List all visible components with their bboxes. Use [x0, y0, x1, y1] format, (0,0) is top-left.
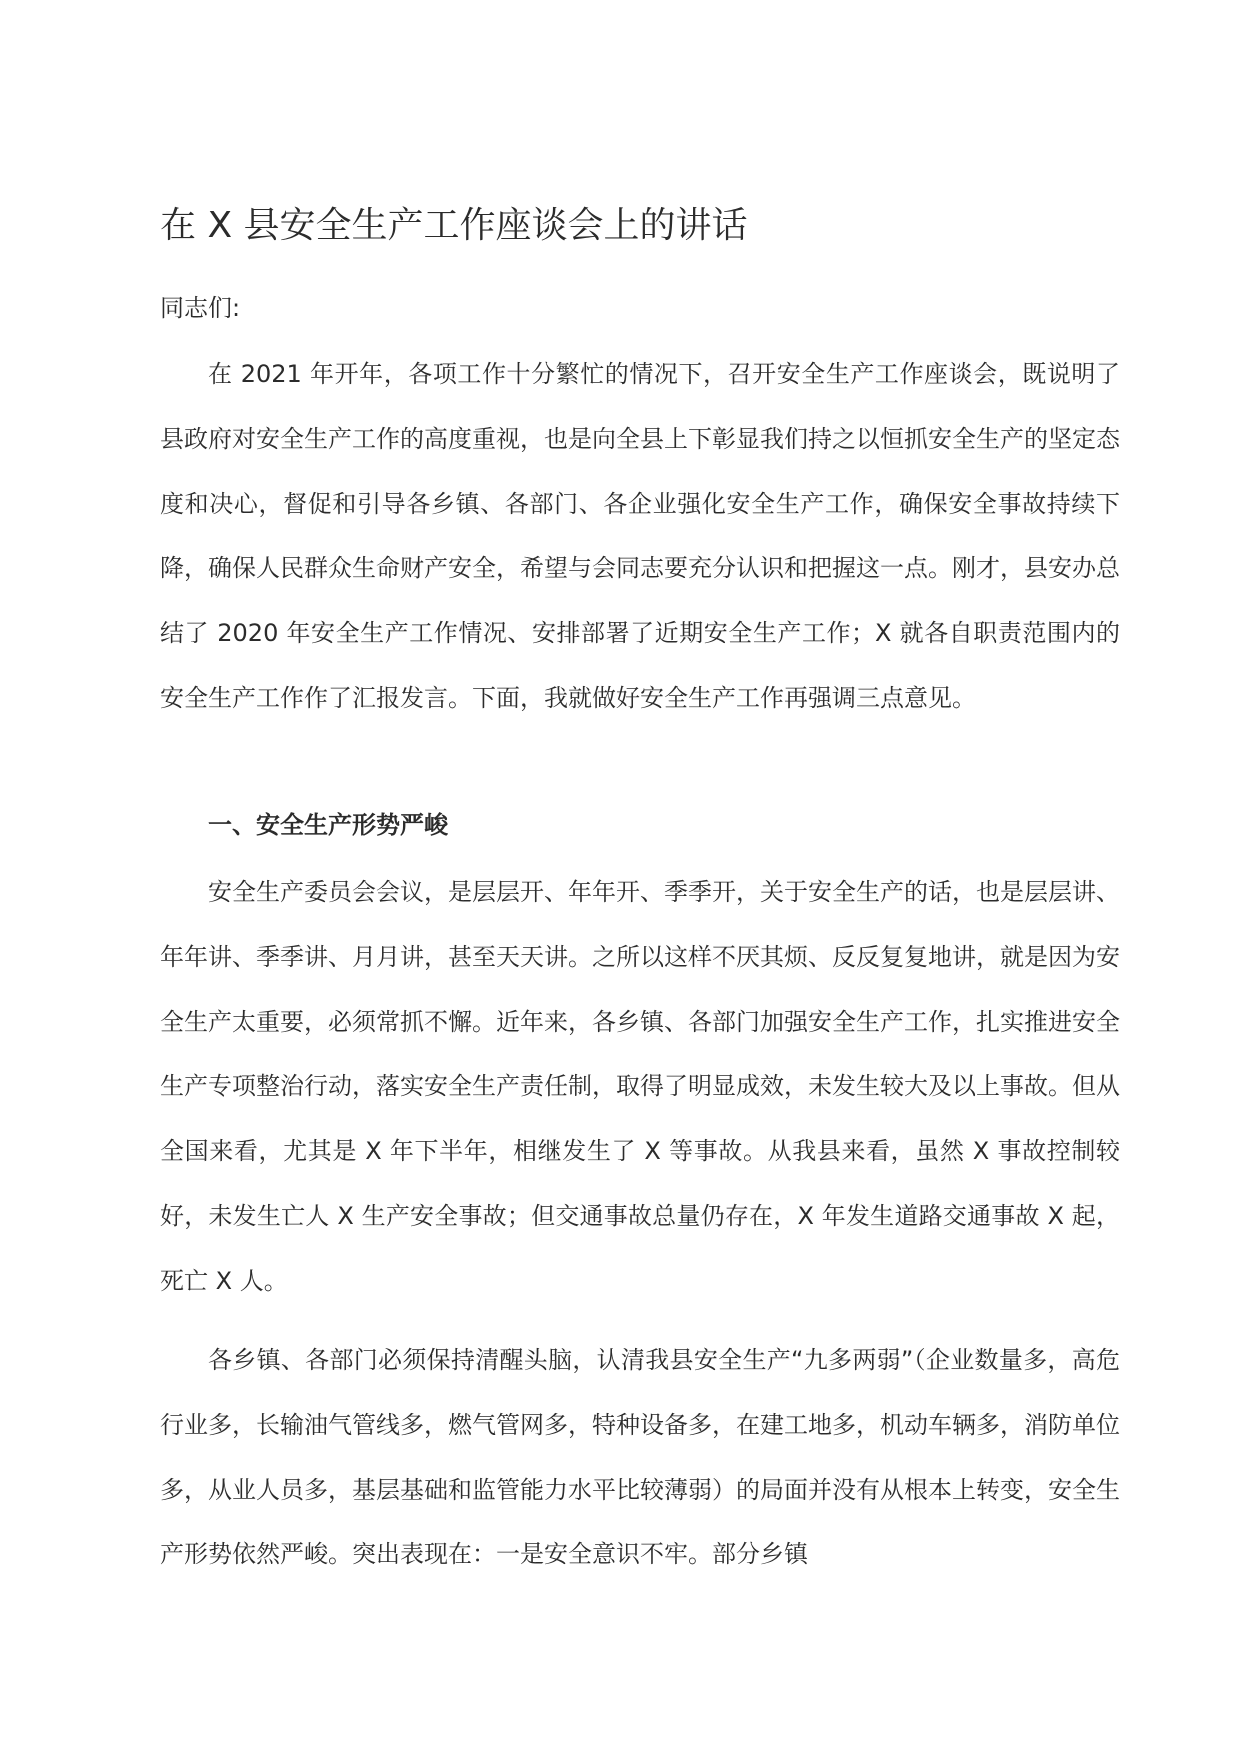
paragraph-situation: 安全生产委员会会议，是层层开、年年开、季季开，关于安全生产的话，也是层层讲、年年讲、季季讲、月月讲，甚至天天讲。之所以这样不厌其烦、反反复复地讲，就是因为安全生产太重要，必须常抓不懈。近年来，各乡镇、各部门加强安全生产工作，扎实推进安全生产专项整治行动，落实安全生产责任制，取得了明显成效，未发生较大及以上事故。但从全国来看，尤其是 X 年下半年，相继发生了 X 等事故。从我县来看，虽然 X 事故控制较好，未发生亡人 X 生产安全事故；但交通事故总量仍存在，X 年发生道路交通事故 X 起，死亡 X 人。: [160, 878, 1120, 1295]
paragraph-issues: 各乡镇、各部门必须保持清醒头脑，认清我县安全生产“九多两弱”（企业数量多，高危行业多，长输油气管线多，燃气管网多，特种设备多，在建工地多，机动车辆多，消防单位多，从业人员多，基层基础和监管能力水平比较薄弱）的局面并没有从根本上转变，安全生产形势依然严峻。突出表现在：一是安全意识不牢。部分乡镇: [160, 1346, 1120, 1569]
greeting: 同志们:: [160, 294, 241, 322]
document-title: 在 X 县安全生产工作座谈会上的讲话: [160, 205, 748, 246]
section-heading: 一、安全生产形势严峻: [208, 811, 448, 839]
paragraph-intro: 在 2021 年开年，各项工作十分繁忙的情况下，召开安全生产工作座谈会，既说明了县政府对安全生产工作的高度重视，也是向全县上下彰显我们持之以恒抓安全生产的坚定态度和决心，督促和引导各乡镇、各部门、各企业强化安全生产工作，确保安全事故持续下降，确保人民群众生命财产安全，希望与会同志要充分认识和把握这一点。刚才，县安办总结了 2020 年安全生产工作情况、安排部署了近期安全生产工作；X 就各自职责范围内的安全生产工作作了汇报发言。下面，我就做好安全生产工作再强调三点意见。: [160, 360, 1120, 712]
document-page: [160, 0, 1120, 1754]
